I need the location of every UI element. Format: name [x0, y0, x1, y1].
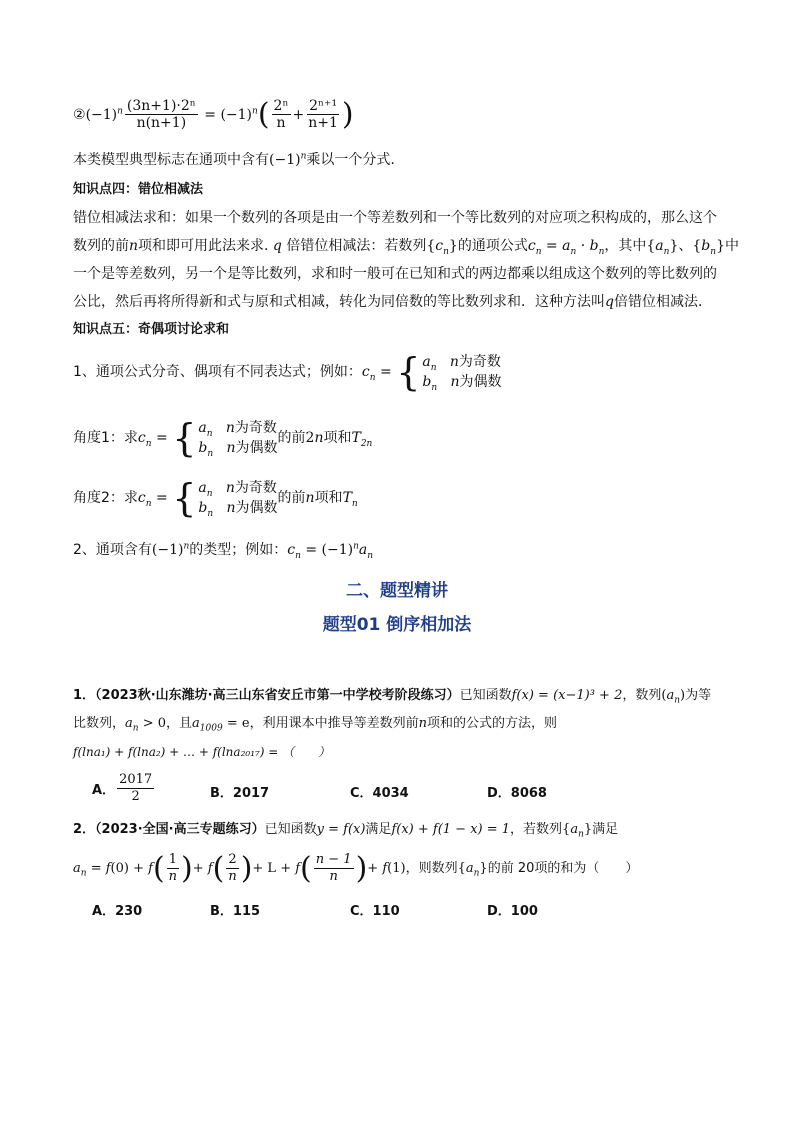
kp4-line1: 错位相减法求和：如果一个数列的各项是由一个等差数列和一个等比数列的对应项之积构成的，那么这个: [73, 210, 717, 226]
kp4-line4: 公比，然后再将所得新和式与原和式相减，转化为同倍数的等比数列求和．这种方法叫q倍错位相减法．: [73, 294, 712, 310]
q1-option-c[interactable]: C．4034: [350, 786, 409, 801]
q1-line3: f(lna₁) + f(lna₂) + … + f(lna₂₀₁₇) = （ ）: [73, 745, 331, 759]
q2-option-a[interactable]: A．230: [92, 904, 143, 919]
kp5-title: 知识点五：奇偶项讨论求和: [73, 322, 230, 337]
q2-option-b[interactable]: B．115: [210, 904, 261, 919]
angle-1: 角度1：求 $c_n$ = { $a_n$ n为奇数 $b_n$ n为偶数 的前 2n 项和 $T_{2n}$: [73, 416, 373, 460]
lhs-fraction: $\frac{\text{(3n+1)·2ⁿ}}{n(n+1)}$: [126, 98, 196, 131]
q1-option-a[interactable]: A． $\frac{2017}{2}$: [92, 772, 153, 804]
q2-line2: $a_n$ = f(0) + f ( $\frac{1}{n}$ ) + f ( $\frac{2}{n}$ ) + L + f ( $\frac{n - 1}{n}$ ) + f(1) ，则数列 $\{a_n\}$ 的前 20项的和为（ ）: [73, 850, 639, 886]
q1-line1: 1．（2023秋·山东潍坊·高三山东省安丘市第一中学校考阶段练习）已知函数f(x) = (x−1)³ + 2，数列$(a_n)$为等: [73, 688, 712, 706]
q1-line2: 比数列，$a_n > 0$，且$a_{1009} = e$，利用课本中推导等差数列前n项和的公式的方法，则: [73, 716, 557, 734]
q2-option-c[interactable]: C．110: [350, 904, 400, 919]
rhs-fraction-b: $\frac{\text{2ⁿ⁺¹}}{n+1}$: [308, 98, 338, 131]
kp4-line2: 数列的前n项和即可用此法来求. q 倍错位相减法：若数列$\{c_n\}$的通项公式$c_n = a_n \cdot b_n$，其中$\{a_n\}$、$\{b_n\}$中: [73, 238, 739, 257]
kp4-title: 知识点四：错位相减法: [73, 182, 204, 197]
formula-2: ② $(-1)^n$ $\frac{\text{(3n+1)·2ⁿ}}{n(n+1)}$ = $(-1)^n$ ( $\frac{\text{2ⁿ}}{n}$ + $\frac{\text{2ⁿ⁺¹}}{n+1}$ ): [73, 96, 354, 132]
q1-option-b[interactable]: B．2017: [210, 786, 270, 801]
model-sign-line: 本类模型典型标志在通项中含有$(-1)^n$乘以一个分式.: [73, 151, 395, 168]
q1-option-d[interactable]: D．8068: [487, 786, 547, 801]
type01-heading: 题型01 倒序相加法: [322, 615, 472, 635]
circle-number: ②: [73, 106, 86, 123]
kp4-line3: 一个是等差数列，另一个是等比数列，求和时一般可在已知和式的两边都乘以组成这个数列的等比数列的: [73, 266, 717, 282]
angle-2: 角度2：求 $c_n$ = { $a_n$ n为奇数 $b_n$ n为偶数 的前 n 项和 $T_n$: [73, 476, 358, 520]
q2-line1: 2．（2023·全国·高三专题练习）已知函数y = f(x)满足f(x) + f(1 − x) = 1，若数列$\{a_n\}$满足: [73, 822, 619, 840]
kp5-item1: 1、通项公式分奇、偶项有不同表达式；例如： $c_n$ = { $a_n$ n为奇数 $b_n$ n为偶数: [73, 350, 502, 394]
rhs-fraction-a: $\frac{\text{2ⁿ}}{n}$: [273, 98, 289, 131]
section-heading: 二、题型精讲: [346, 581, 448, 601]
q2-option-d[interactable]: D．100: [487, 904, 538, 919]
kp5-item2: 2、通项含有$(-1)^n$的类型；例如：$c_n = (-1)^na_n$: [73, 541, 374, 561]
